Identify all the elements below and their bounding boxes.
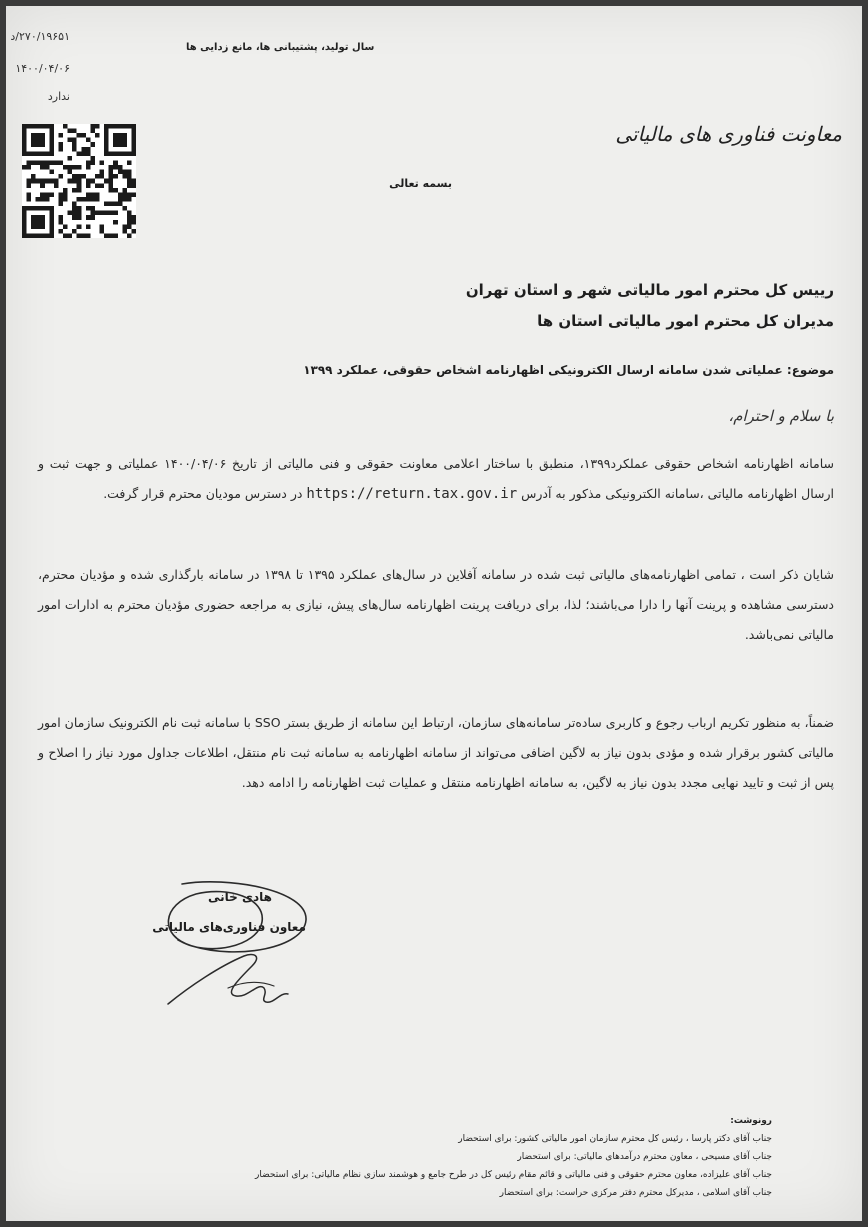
recipient-line: مدیران کل محترم امور مالیاتی استان ها: [537, 312, 834, 330]
signer-name: هادی خانی: [208, 890, 272, 904]
body-paragraph: شایان ذکر است ، تمامی اظهارنامه‌های مالیاتی ثبت شده در سامانه آفلاین در سال‌های عملکرد ۱۳۹۵ تا ۱۳۹۸ در سامانه بارگذاری شده و مؤدیان محترم، دسترسی مشاهده و پرینت آنها را دارا می‌باشند؛ لذا، برای دریافت پرینت اظهارنامه سال‌های پیش، نیازی به مراجعه حضوری مؤدیان محترم به ادارات امور مالیاتی نمی‌باشد.: [38, 567, 835, 642]
body-paragraph: ضمناً، به منظور تکریم ارباب رجوع و کاربری ساده‌تر سامانه‌های سازمان، ارتباط این سامانه از طریق بستر SSO با سامانه ثبت نام الکترونیک سازمان امور مالیاتی کشور برقرار شده و مؤدی بدون نیاز به لاگین اضافی می‌تواند از سامانه اظهارنامه به سامانه ثبت نام منتقل، اطلاعات جداول مورد نیاز را اصلاح و پس از ثبت و تایید نهایی مجدد بدون نیاز به لاگین، به سامانه اظهارنامه منتقل و عملیات ثبت اظهارنامه را ادامه دهد.: [38, 715, 834, 790]
body-paragraph: [38, 449, 834, 509]
cc-line: جناب آقای علیزاده، معاون محترم حقوقی و فنی مالیاتی و قائم مقام رئیس کل در طرح جامع و هوشمند سازی نظام مالیاتی: برای استحضار: [255, 1170, 772, 1180]
recipient-line: رییس کل محترم امور مالیاتی شهر و استان تهران: [465, 281, 834, 299]
cc-line: جناب آقای اسلامی ، مدیرکل محترم دفتر مرکزی حراست: برای استحضار: [499, 1188, 772, 1198]
paragraph-text: در دسترس مودیان محترم قرار گرفت.: [103, 486, 303, 501]
letter-subject: موضوع: عملیاتی شدن سامانه ارسال الکترونیکی اظهارنامه اشخاص حقوقی، عملکرد ۱۳۹۹: [303, 363, 834, 377]
year-slogan: سال تولید، پشتیبانی ها، مانع زدایی ها: [186, 42, 375, 53]
salutation: با سلام و احترام،: [728, 407, 834, 425]
signer-title: معاون فناوری‌های مالیاتی: [152, 920, 306, 934]
basmala: بسمه تعالی: [389, 177, 452, 190]
letter-page: [6, 6, 862, 1221]
letter-date: ۱۴۰۰/۰۴/۰۶: [15, 62, 70, 75]
return-site-link[interactable]: https://return.tax.gov.ir: [306, 486, 518, 502]
letter-attachment: ندارد: [47, 90, 70, 103]
cc-list: [255, 1112, 772, 1202]
cc-heading: رونوشت:: [730, 1116, 772, 1126]
signature-icon: [138, 876, 328, 1016]
paragraph-text: سامانه اظهارنامه اشخاص حقوقی عملکرد۱۳۹۹، منطبق با ساختار اعلامی معاونت حقوقی و فنی مالیاتی از تاریخ ۱۴۰۰/۰۴/۰۶ عملیاتی و جهت ثبت و ارسال اظهارنامه مالیاتی ،سامانه الکترونیکی مذکور به آدرس: [38, 456, 834, 501]
department-name: معاونت فناوری های مالیاتی: [615, 122, 842, 146]
cc-line: جناب آقای دکتر پارسا ، رئیس کل محترم سازمان امور مالیاتی کشور: برای استحضار: [458, 1134, 772, 1144]
qr-code-icon: [22, 124, 136, 238]
letter-number: ۲۷۰/۱۹۶۵۱/د: [10, 30, 70, 43]
cc-line: جناب آقای مسیحی ، معاون محترم درآمدهای مالیاتی: برای استحضار: [517, 1152, 772, 1162]
